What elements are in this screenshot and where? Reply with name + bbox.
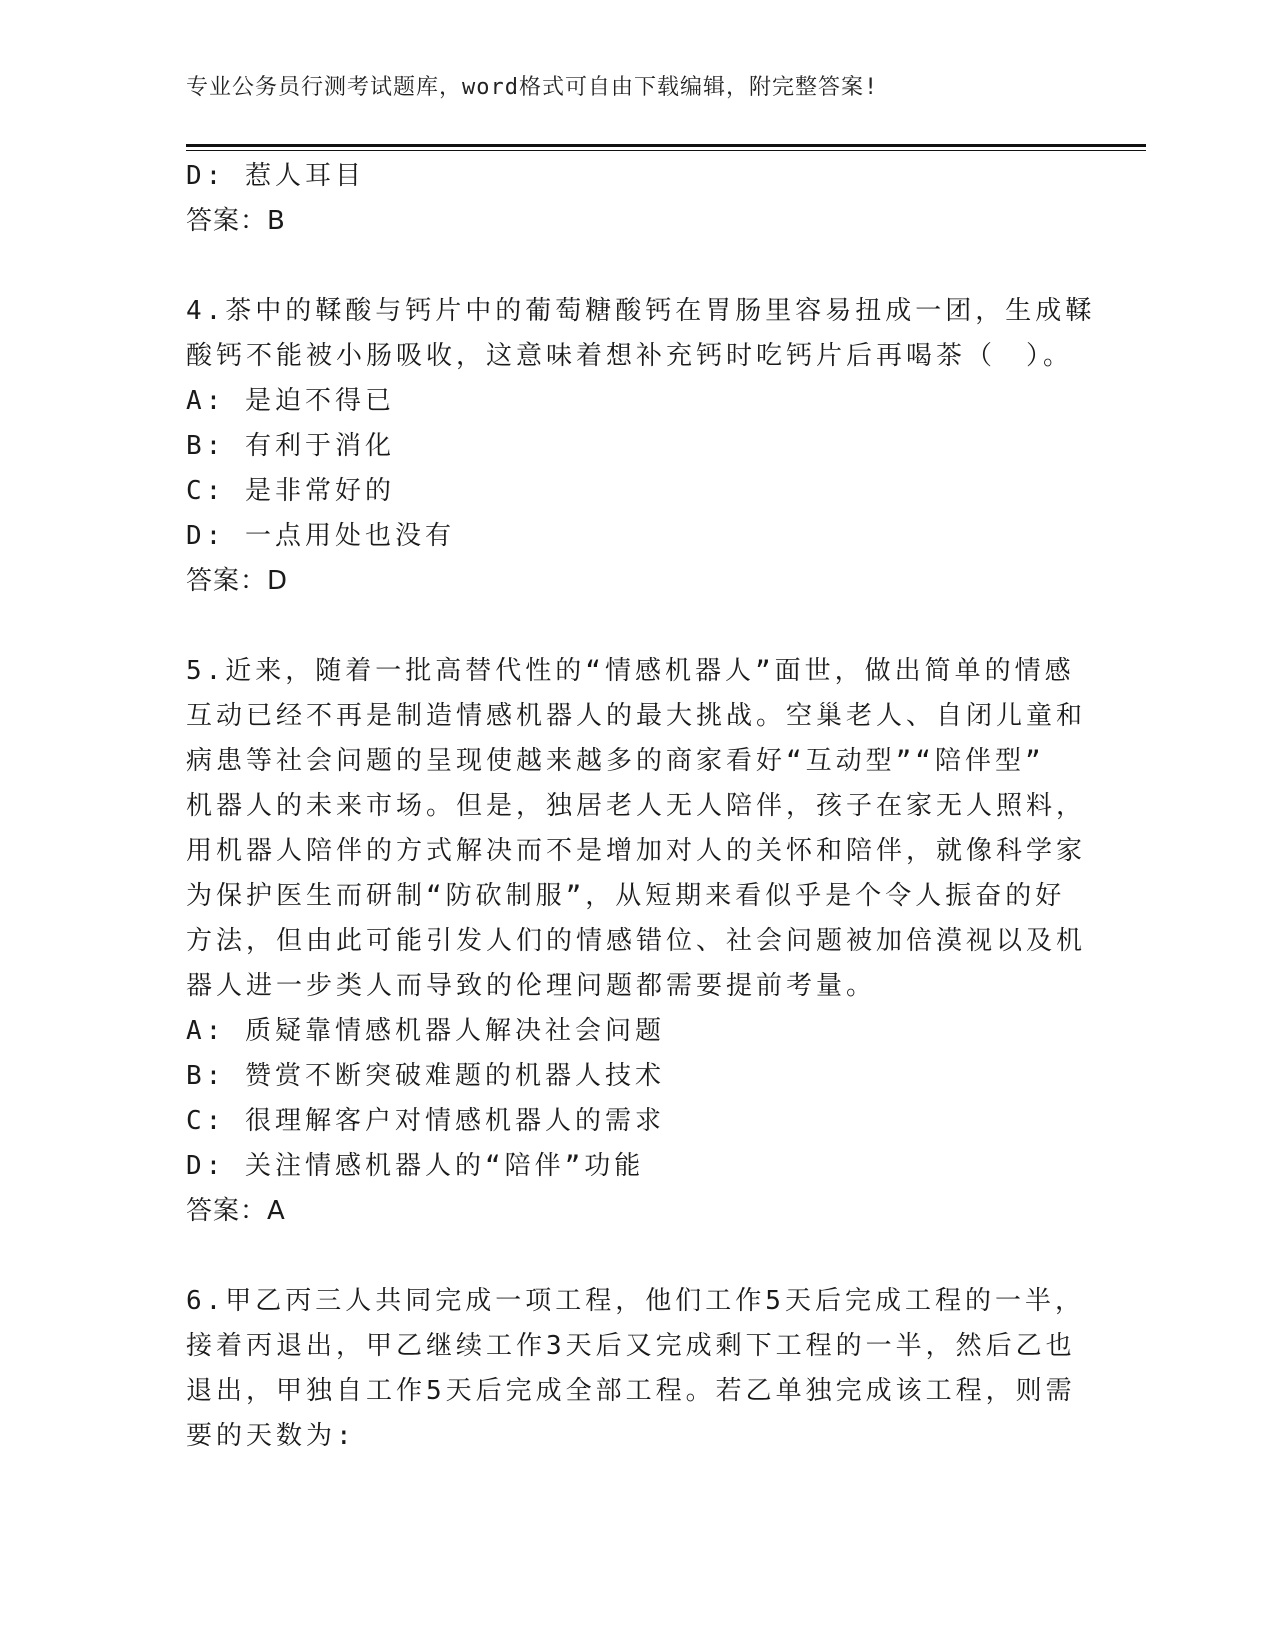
q6-stem-line: 6.甲乙丙三人共同完成一项工程，他们工作5天后完成工程的一半， <box>186 1286 1085 1316</box>
q5-stem-line: 用机器人陪伴的方式解决而不是增加对人的关怀和陪伴，就像科学家 <box>186 836 1087 866</box>
q5-stem <box>186 649 1087 1009</box>
header-rule-thin <box>186 150 1146 151</box>
q5-option-b: B: 赞赏不断突破难题的机器人技术 <box>186 1061 665 1091</box>
q4-option-a: A: 是迫不得已 <box>186 386 395 416</box>
q6-stem-line: 退出，甲独自工作5天后完成全部工程。若乙单独完成该工程，则需 <box>186 1376 1076 1406</box>
q5-stem-line: 机器人的未来市场。但是，独居老人无人陪伴，孩子在家无人照料， <box>186 791 1087 821</box>
q6-stem <box>186 1279 1085 1459</box>
q4-option-d: D: 一点用处也没有 <box>186 521 455 551</box>
q5-option-a: A: 质疑靠情感机器人解决社会问题 <box>186 1016 665 1046</box>
header-rule-thick <box>186 144 1146 147</box>
q5-option-c: C: 很理解客户对情感机器人的需求 <box>186 1106 665 1136</box>
q4-stem-line: 酸钙不能被小肠吸收，这意味着想补充钙时吃钙片后再喝茶（ ）。 <box>186 341 1074 371</box>
spacer <box>186 1234 1066 1279</box>
q5-stem-line: 5.近来，随着一批高替代性的“情感机器人”面世，做出简单的情感 <box>186 656 1075 686</box>
q5-stem-line: 病患等社会问题的呈现使越来越多的商家看好“互动型”“陪伴型” <box>186 746 1045 776</box>
q5-option-d: D: 关注情感机器人的“陪伴”功能 <box>186 1151 645 1181</box>
q4-option-c: C: 是非常好的 <box>186 476 395 506</box>
q5-stem-line: 器人进一步类人而导致的伦理问题都需要提前考量。 <box>186 971 877 1001</box>
q6-stem-line: 要的天数为: <box>186 1421 356 1451</box>
q4-stem-line: 4.茶中的鞣酸与钙片中的葡萄糖酸钙在胃肠里容易扭成一团，生成鞣 <box>186 296 1096 326</box>
question-content <box>186 154 1096 1459</box>
q4-stem <box>186 289 1096 379</box>
q6-stem-line: 接着丙退出，甲乙继续工作3天后又完成剩下工程的一半，然后乙也 <box>186 1331 1076 1361</box>
q5-stem-line: 互动已经不再是制造情感机器人的最大挑战。空巢老人、自闭儿童和 <box>186 701 1087 731</box>
spacer <box>186 244 1066 289</box>
q3-option-d: D: 惹人耳目 <box>186 161 365 191</box>
q4-option-b: B: 有利于消化 <box>186 431 395 461</box>
q4-answer: 答案：D <box>186 566 289 596</box>
q5-stem-line: 方法，但由此可能引发人们的情感错位、社会问题被加倍漠视以及机 <box>186 926 1087 956</box>
q5-answer: 答案：A <box>186 1196 286 1226</box>
spacer <box>186 604 1066 649</box>
page-header: 专业公务员行测考试题库，word格式可自由下载编辑，附完整答案! <box>186 75 879 100</box>
q5-stem-line: 为保护医生而研制“防砍制服”，从短期来看似乎是个令人振奋的好 <box>186 881 1066 911</box>
q3-answer: 答案：B <box>186 206 286 236</box>
